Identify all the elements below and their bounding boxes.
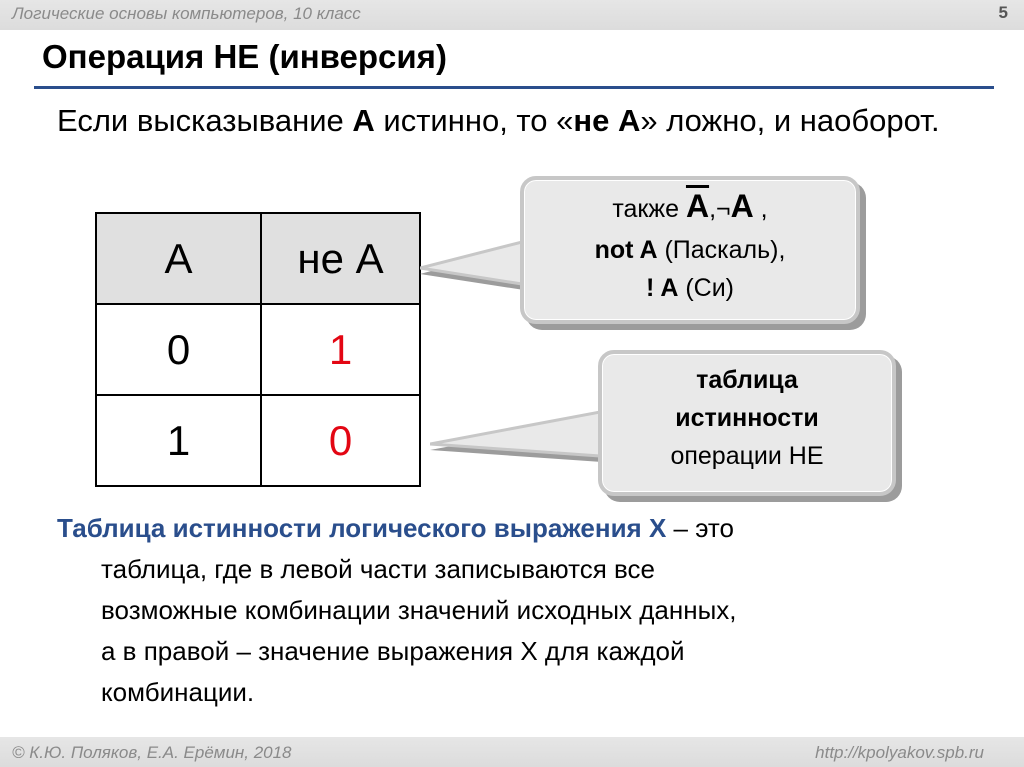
callout-pointer-notation	[420, 240, 530, 300]
table-row	[96, 395, 420, 486]
notation-callout	[520, 176, 860, 324]
header-cell-a: A	[96, 213, 261, 304]
slide-number: 5	[998, 3, 1008, 22]
footer-bar	[0, 737, 1024, 767]
footer-url[interactable]: http://kpolyakov.spb.ru	[815, 743, 984, 762]
slide-title: Операция НЕ (инверсия)	[42, 38, 447, 75]
notation-line-3: ! A (Си)	[645, 274, 735, 302]
callout-line-3: операции НЕ	[670, 442, 824, 470]
callout-line-1: таблица	[696, 366, 798, 394]
callout-pointer-table	[430, 410, 608, 470]
intro-text: Если высказывание A истинно, то «не A» ложно, и наоборот.	[57, 103, 940, 138]
footer-authors: © К.Ю. Поляков, Е.А. Ерёмин, 2018	[12, 743, 292, 762]
callout-line-2: истинности	[675, 404, 819, 432]
definition-text: Таблица истинности логического выражения X – это таблица, где в левой части записываются все возможные комбинации значений исходных данных, а в правой – значение выражения X для каждой комбинации.	[57, 513, 737, 707]
title-underline	[34, 86, 994, 89]
table-row	[96, 304, 420, 395]
notation-line-1: также $\overline{A},\neg A$ ,	[612, 188, 768, 224]
cell-a: 0	[96, 304, 261, 395]
truth-table	[95, 212, 421, 487]
truth-table-callout	[598, 350, 896, 496]
cell-not-a: 0	[261, 395, 420, 486]
course-title: Логические основы компьютеров, 10 класс	[12, 4, 361, 23]
header-cell-not-a: не A	[261, 213, 420, 304]
notation-line-2: not A (Паскаль),	[594, 236, 786, 264]
table-header-row	[96, 213, 420, 304]
cell-not-a: 1	[261, 304, 420, 395]
header-bar	[0, 0, 1024, 30]
definition-term: Таблица истинности логического выражения X	[57, 513, 667, 543]
cell-a: 1	[96, 395, 261, 486]
